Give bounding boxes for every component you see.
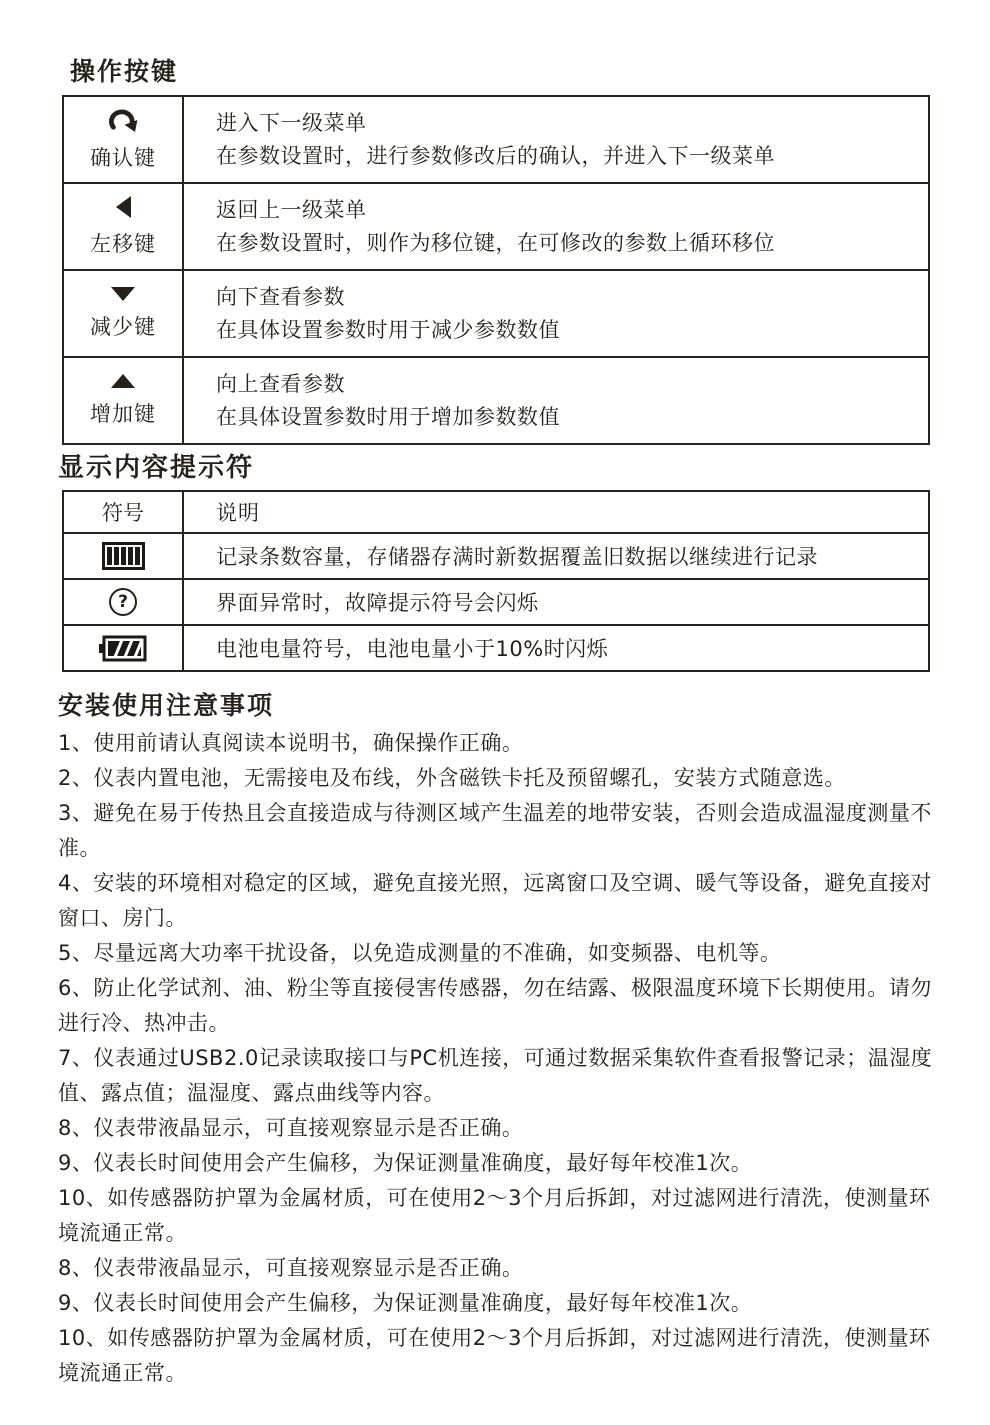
key-label: 左移键 — [90, 231, 156, 256]
table-row — [63, 357, 929, 444]
list-item: 9、仪表长时间使用会产生偏移，为保证测量准确度，最好每年校准1次。 — [58, 1291, 753, 1315]
list-item: 2、仪表内置电池，无需接电及布线，外含磁铁卡托及预留螺孔，安装方式随意选。 — [58, 766, 846, 790]
battery-level-icon — [99, 638, 147, 657]
symbols-section-title: 显示内容提示符 — [58, 453, 255, 483]
table-row — [63, 96, 929, 183]
list-item: 4、安装的环境相对稳定的区域，避免直接光照，远离窗口及空调、暖气等设备，避免直接对窗口、房门。 — [58, 871, 932, 930]
confirm-key-cell — [63, 96, 183, 183]
operation-keys-table — [62, 95, 930, 445]
memory-capacity-icon — [102, 542, 145, 570]
table-row — [63, 533, 929, 579]
notes-section-title: 安装使用注意事项 — [58, 691, 275, 720]
key-description-cell — [183, 357, 929, 444]
list-item: 10、如传感器防护罩为金属材质，可在使用2～3个月后拆卸，对过滤网进行清洗，使测量环境流通正常。 — [58, 1326, 931, 1385]
left-triangle-icon — [116, 196, 131, 218]
list-item: 10、如传感器防护罩为金属材质，可在使用2～3个月后拆卸，对过滤网进行清洗，使测量环境流通正常。 — [58, 1186, 931, 1245]
increase-key-cell — [63, 357, 183, 444]
table-row — [63, 270, 929, 357]
key-description-line: 返回上一级菜单 — [216, 197, 367, 222]
enter-confirm-arrow-icon — [107, 117, 139, 136]
up-triangle-icon — [111, 374, 135, 388]
table-row — [63, 579, 929, 625]
table-row — [63, 183, 929, 270]
key-description-line: 向上查看参数 — [216, 371, 345, 396]
key-description-line: 在参数设置时，则作为移位键，在可修改的参数上循环移位 — [216, 230, 775, 255]
key-label: 减少键 — [90, 315, 156, 339]
key-description-line: 在具体设置参数时用于减少参数数值 — [216, 317, 560, 342]
keys-section-title: 操作按键 — [70, 57, 179, 86]
key-label: 增加键 — [90, 402, 156, 426]
list-item: 7、仪表通过USB2.0记录读取接口与PC机连接，可通过数据采集软件查看报警记录；温湿度值、露点值；温湿度、露点曲线等内容。 — [58, 1046, 933, 1105]
key-description-line: 在具体设置参数时用于增加参数数值 — [216, 404, 560, 429]
symbol-column-header: 符号 — [63, 491, 183, 533]
key-description-line: 在参数设置时，进行参数修改后的确认，并进入下一级菜单 — [216, 143, 775, 168]
table-row — [63, 625, 929, 671]
left-key-cell — [63, 183, 183, 270]
symbol-description: 界面异常时，故障提示符号会闪烁 — [183, 579, 929, 625]
key-description-line: 向下查看参数 — [216, 284, 345, 309]
symbol-cell — [63, 579, 183, 625]
list-item: 9、仪表长时间使用会产生偏移，为保证测量准确度，最好每年校准1次。 — [58, 1151, 753, 1175]
key-description-cell — [183, 270, 929, 357]
decrease-key-cell — [63, 270, 183, 357]
list-item: 5、尽量远离大功率干扰设备，以免造成测量的不准确，如变频器、电机等。 — [58, 941, 782, 965]
key-description-line: 进入下一级菜单 — [216, 110, 367, 135]
display-symbols-table — [62, 490, 930, 672]
key-description-cell — [183, 96, 929, 183]
symbol-description: 电池电量符号，电池电量小于10%时闪烁 — [183, 625, 929, 671]
symbol-cell — [63, 533, 183, 579]
question-circle-icon: ? — [109, 588, 137, 616]
list-item: 6、防止化学试剂、油、粉尘等直接侵害传感器，勿在结露、极限温度环境下长期使用。请勿进行冷、热冲击。 — [58, 976, 932, 1035]
installation-notes-list — [58, 726, 942, 1391]
list-item: 3、避免在易于传热且会直接造成与待测区域产生温差的地带安装，否则会造成温湿度测量不准。 — [58, 801, 932, 860]
description-column-header: 说明 — [183, 491, 929, 533]
key-label: 确认键 — [90, 145, 156, 170]
list-item: 8、仪表带液晶显示，可直接观察显示是否正确。 — [58, 1116, 524, 1140]
symbol-description: 记录条数容量，存储器存满时新数据覆盖旧数据以继续进行记录 — [183, 533, 929, 579]
symbol-cell — [63, 625, 183, 671]
list-item: 1、使用前请认真阅读本说明书，确保操作正确。 — [58, 731, 524, 755]
key-description-cell — [183, 183, 929, 270]
down-triangle-icon — [111, 287, 135, 301]
table-header-row — [63, 491, 929, 533]
list-item: 8、仪表带液晶显示，可直接观察显示是否正确。 — [58, 1256, 524, 1280]
